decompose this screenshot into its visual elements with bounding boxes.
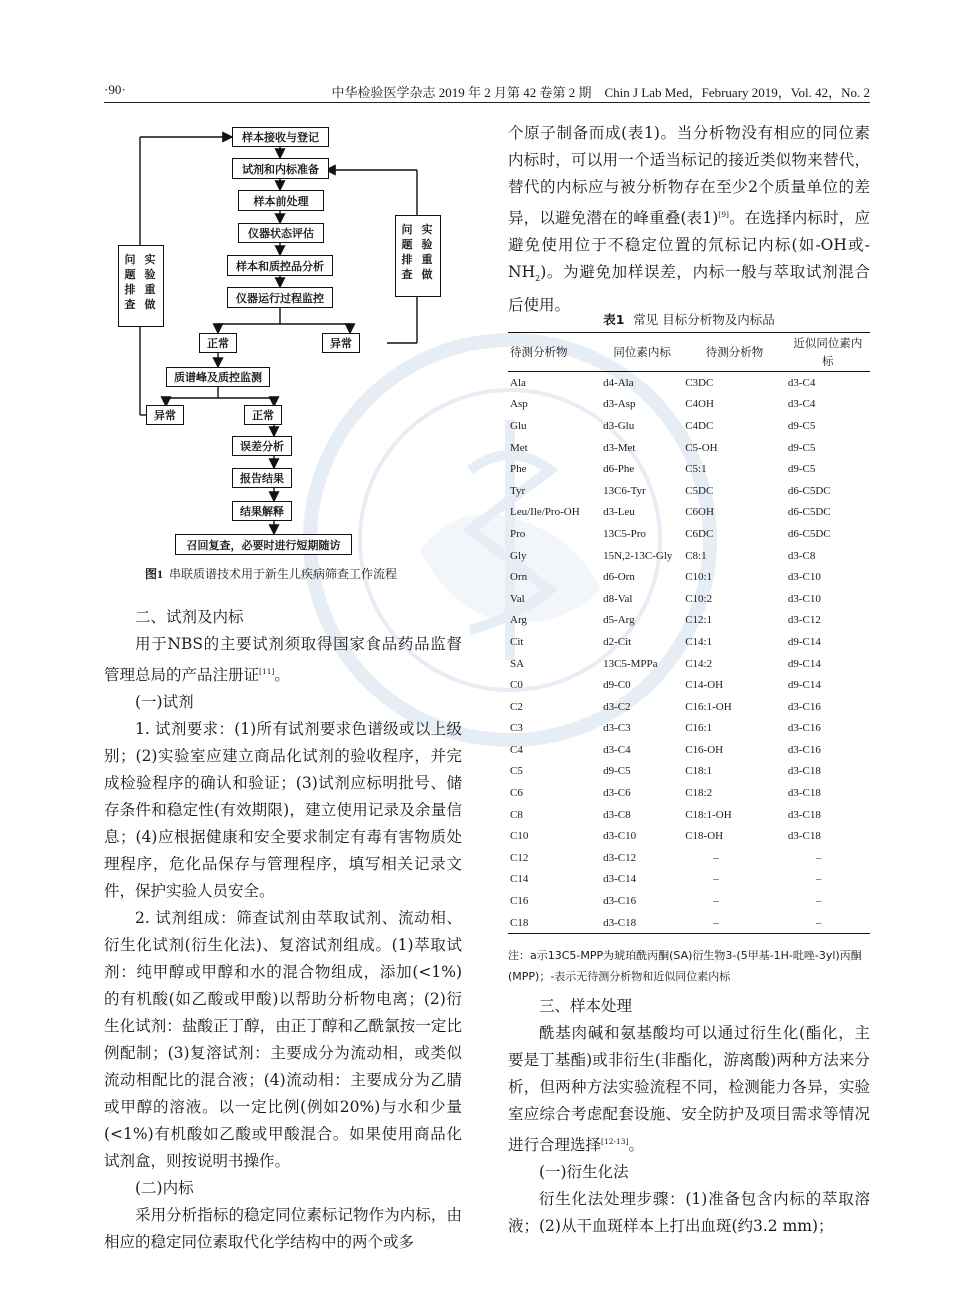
table-cell: C16 [510, 895, 529, 908]
table-header: 待测分析物 [510, 345, 568, 359]
table-row [508, 696, 870, 718]
right-troubleshoot-col1: 问题排查 [401, 223, 413, 281]
table-cell: C6OH [685, 506, 714, 519]
table-cell: d6-C5DC [787, 527, 831, 540]
table-row [508, 825, 870, 847]
table-cell: d6-C5DC [787, 506, 831, 519]
table-title: 表1 常见 目标分析物及内标品 [603, 312, 775, 327]
table-cell: d3-C4 [787, 398, 816, 411]
table-cell: – [713, 851, 719, 864]
table-cell: Orn [510, 571, 528, 584]
table-cell: C16:1 [685, 722, 713, 735]
table-cell: Arg [510, 614, 527, 627]
table-cell: d5-Arg [603, 614, 635, 627]
figure-caption [145, 565, 397, 582]
table-cell: d3-C8 [787, 549, 816, 562]
section-heading-sample: 三、样本处理 [539, 997, 633, 1015]
table-cell: d8-Val [603, 592, 633, 605]
table-row [508, 653, 870, 675]
table-cell: C18:2 [685, 787, 713, 800]
table-cell: d6-Phe [603, 463, 635, 476]
table-cell: 15N,2-13C-Gly [603, 549, 673, 562]
step-pretreatment: 样本前处理 [238, 190, 324, 211]
table-row [508, 480, 870, 502]
table-cell: C8:1 [685, 549, 707, 562]
table-cell: d3-C12 [787, 614, 821, 627]
table-row [508, 761, 870, 783]
left-troubleshoot-col2: 实验重做 [144, 253, 156, 311]
table-cell: – [713, 873, 719, 886]
left-column [104, 604, 462, 1256]
right-column-top [508, 120, 870, 319]
table-cell: C12:1 [685, 614, 713, 627]
paragraph-reagent-requirements: 1. 试剂要求：(1)所有试剂要求色谱级或以上级别；(2)实验室应建立商品化试剂的验收程序，并完成检验程序的确认和验证；(3)试剂应标明批号、储存条件和稳定性(有效期限)，建立使用记录及余量信息；(4)应根据健康和安全要求制定有毒有害物质处理程序，危化品保存与管理程序，填写相关记录文件，保护实验人员安全。 [104, 720, 462, 901]
table-cell: Asp [510, 398, 528, 411]
table-row [508, 610, 870, 632]
table-cell: C18 [510, 916, 529, 929]
table-cell: d3-C3 [603, 722, 631, 735]
table-row [508, 588, 870, 610]
table-cell: C10:2 [685, 592, 713, 605]
analyte-internal-standard-table [508, 332, 870, 934]
branch-abnormal-1: 异常 [322, 333, 360, 353]
step-sample-receipt: 样本接收与登记 [232, 127, 329, 147]
table-cell: d9-C0 [603, 679, 631, 692]
paragraph-isotope-continuation: 个原子制备而成(表1)。当分析物没有相应的同位素内标时，可以用一个适当标记的接近类似物来替代，替代的内标应与被分析物存在至少2个质量单位的差异，以避免潜在的峰重叠(表1)[9]。在选择内标时，应避免使用位于不稳定位置的氘标记内标(如-OH或$-NH_2$)。为避免加样误差，内标一般与萃取试剂混合后使用。 [508, 124, 870, 315]
right-column-bottom [508, 993, 870, 1240]
table-cell: Ala [510, 376, 526, 389]
table-cell: d9-C5 [787, 463, 816, 476]
section-heading-reagents: 二、试剂及内标 [135, 608, 244, 626]
table-cell: – [815, 916, 822, 929]
table-cell: C5:1 [685, 463, 707, 476]
table-cell: Leu/Ile/Pro-OH [510, 506, 580, 519]
table-cell: C10:1 [685, 571, 713, 584]
table-header: 同位素内标 [613, 345, 671, 359]
table-cell: – [815, 873, 822, 886]
table-cell: d3-Asp [603, 398, 636, 411]
subheading-derivatization: (一)衍生化法 [539, 1163, 629, 1182]
branch-normal-1: 正常 [199, 333, 237, 353]
table-cell: C3DC [685, 376, 714, 389]
table-cell: – [815, 851, 822, 864]
table-cell: C4OH [685, 398, 714, 411]
left-troubleshoot-col1: 问题排查 [124, 253, 136, 311]
table-cell: d3-C14 [603, 873, 637, 886]
table-cell: 13C5-MPPa [603, 657, 658, 670]
table-header: 待测分析物 [705, 345, 764, 359]
table-cell: d3-C16 [787, 722, 821, 735]
table-cell: C5-OH [685, 441, 718, 454]
table-header-row [508, 333, 870, 372]
table-cell: C8 [510, 808, 523, 821]
table-cell: d3-C4 [787, 376, 816, 389]
table-cell: d6-Orn [603, 571, 635, 584]
table-cell: d9-C5 [787, 441, 816, 454]
table-row [508, 631, 870, 653]
table-row [508, 718, 870, 740]
table-row [508, 804, 870, 826]
table-cell: C16:1-OH [685, 700, 732, 713]
table-header: 近似同位素内标 [793, 336, 863, 368]
table-cell: d3-Leu [603, 506, 635, 519]
table-row [508, 890, 870, 912]
paragraph-reagent-composition: 2. 试剂组成：筛查试剂由萃取试剂、流动相、衍生化试剂(衍生化法)、复溶试剂组成。(1)萃取试剂：纯甲醇或甲醇和水的混合物组成，添加(<1%)的有机酸(如乙酸或甲酸)以帮助分析物电离；(2)衍生化试剂：盐酸正丁醇，由正丁醇和乙酰氯按一定比例配制；(3)复溶试剂：主要成分为流动相，或类似流动相配比的混合液；(4)流动相：主要成分为乙腈或甲醇的溶液。以一定比例(例如20%)与水和少量(<1%)有机酸如乙酸或甲酸混合。如果使用商品化试剂盒，则按说明书操作。 [104, 909, 462, 1171]
table-cell: Met [510, 441, 528, 454]
table-cell: 13C6-Tyr [603, 484, 646, 497]
table-cell: d3-C16 [787, 743, 821, 756]
table-cell: d3-C18 [787, 830, 821, 843]
table-cell: SA [510, 657, 525, 670]
table-cell: d3-C18 [603, 916, 637, 929]
table-cell: C2 [510, 700, 523, 713]
table-cell: d3-C16 [603, 895, 637, 908]
table-cell: C18:1-OH [685, 808, 732, 821]
table-cell: C14:2 [685, 657, 713, 670]
branch-abnormal-2: 异常 [146, 405, 184, 425]
table-cell: C14:1 [685, 635, 713, 648]
table-cell: C5 [510, 765, 523, 778]
table-row [508, 847, 870, 869]
step-sample-analysis: 样本和质控品分析 [227, 255, 333, 276]
table-cell: d9-C5 [787, 419, 816, 432]
paragraph-derivatization-steps: 衍生化法处理步骤：(1)准备包含内标的萃取溶液；(2)从干血斑样本上打出血斑(约3.2 mm)； [508, 1190, 870, 1236]
figure-caption-text: 串联质谱技术用于新生儿疾病筛查工作流程 [169, 567, 398, 581]
table-cell: Val [510, 592, 525, 605]
table-cell: d3-C16 [787, 700, 821, 713]
figure-caption-label: 图1 [145, 567, 164, 581]
table-row [508, 739, 870, 761]
subheading-reagents: (一)试剂 [135, 693, 194, 712]
table-cell: d3-C10 [787, 571, 821, 584]
table-cell: – [713, 895, 719, 908]
table-cell: d3-C18 [787, 765, 821, 778]
table-cell: Glu [510, 419, 527, 432]
paragraph-registration: 用于NBS的主要试剂须取得国家食品药品监督管理总局的产品注册证[11]。 [104, 635, 462, 685]
step-run-monitor: 仪器运行过程监控 [227, 287, 333, 308]
step-recall-followup: 召回复查，必要时进行短期随访 [175, 534, 352, 555]
left-troubleshoot-box [118, 245, 164, 327]
table-row [508, 458, 870, 480]
table-row [508, 912, 870, 934]
step-error-analysis: 误差分析 [232, 436, 292, 456]
table-row [508, 437, 870, 459]
table-cell: d4-Ala [603, 376, 634, 389]
table-cell: C4 [510, 743, 523, 756]
table-row [508, 566, 870, 588]
table-cell: d3-C18 [787, 787, 821, 800]
table-cell: C12 [510, 851, 529, 864]
table-cell: d3-C10 [787, 592, 821, 605]
table-row [508, 869, 870, 891]
paragraph-internal-standard: 采用分析指标的稳定同位素标记物作为内标，由相应的稳定同位素取代化学结构中的两个或多 [104, 1206, 462, 1252]
table-row [508, 545, 870, 567]
table-cell: Phe [510, 463, 527, 476]
journal-header: 中华检验医学杂志 2019 年 2 月第 42 卷第 2 期 Chin J Lab Med，February 2019，Vol. 42，No. 2 [331, 85, 870, 100]
table-cell: d9-C5 [603, 765, 631, 778]
table-cell: C6 [510, 787, 523, 800]
table-cell: – [815, 895, 822, 908]
table-cell: C16-OH [685, 743, 724, 756]
table-cell: Cit [510, 635, 524, 648]
table-cell: 13C5-Pro [603, 527, 646, 540]
table-row [508, 372, 870, 394]
right-troubleshoot-box [395, 215, 441, 297]
table-cell: C6DC [685, 527, 714, 540]
table-cell: d3-C6 [603, 787, 631, 800]
table-cell: C5DC [685, 484, 714, 497]
right-troubleshoot-col2: 实验重做 [421, 223, 433, 281]
table-row [508, 415, 870, 437]
table-cell: C3 [510, 722, 523, 735]
table-cell: C18-OH [685, 830, 724, 843]
subheading-internal-standard: (二)内标 [135, 1179, 194, 1198]
table-row [508, 523, 870, 545]
table-cell: d9-C14 [787, 657, 821, 670]
table-cell: Pro [510, 527, 526, 540]
step-peak-qc-monitor: 质谱峰及质控监测 [166, 367, 270, 387]
table-row [508, 782, 870, 804]
table-cell: d3-C8 [603, 808, 631, 821]
step-interpret-results: 结果解释 [232, 501, 292, 521]
table-cell: C0 [510, 679, 523, 692]
table-cell: C18:1 [685, 765, 713, 778]
table-cell: C4DC [685, 419, 714, 432]
header-rule [104, 102, 870, 103]
table-cell: d3-Met [603, 441, 636, 454]
page-number: ·90· [104, 82, 126, 97]
paragraph-sample-methods: 酰基肉碱和氨基酸均可以通过衍生化(酯化，主要是丁基酯)或非衍生(非酯化，游离酸)两种方法来分析，但两种方法实验流程不同，检测能力各异，实验室应综合考虑配套设施、安全防护及项目需求等情况进行合理选择[12-13]。 [508, 1024, 870, 1155]
step-report-results: 报告结果 [232, 468, 292, 488]
table-row [508, 674, 870, 696]
table-cell: d3-C12 [603, 851, 637, 864]
table-cell: d9-C14 [787, 679, 821, 692]
table-cell: Gly [510, 549, 527, 562]
table-cell: d3-Glu [603, 419, 635, 432]
table-note: 注：a示13C5-MPP为琥珀酰丙酮(SA)衍生物3-(5甲基-1H-吡唑-3yl)丙酮(MPP)；-表示无待测分析物和近似同位素内标 [508, 949, 862, 983]
table-cell: d3-C10 [603, 830, 637, 843]
table-cell: d6-C5DC [787, 484, 831, 497]
table-cell: C10 [510, 830, 529, 843]
table-row [508, 394, 870, 416]
table-cell: d9-C14 [787, 635, 821, 648]
table-cell: d2-Cit [603, 635, 632, 648]
table-cell: d3-C2 [603, 700, 631, 713]
table-cell: C14 [510, 873, 529, 886]
table-row [508, 502, 870, 524]
table-cell: d3-C18 [787, 808, 821, 821]
table-cell: Tyr [510, 484, 526, 497]
table-cell: C14-OH [685, 679, 724, 692]
flowchart-connectors [104, 120, 484, 560]
table-cell: – [713, 916, 719, 929]
branch-normal-2: 正常 [244, 405, 282, 425]
table-cell: d3-C4 [603, 743, 631, 756]
step-instrument-check: 仪器状态评估 [238, 223, 324, 243]
step-reagent-prep: 试剂和内标准备 [232, 158, 329, 179]
